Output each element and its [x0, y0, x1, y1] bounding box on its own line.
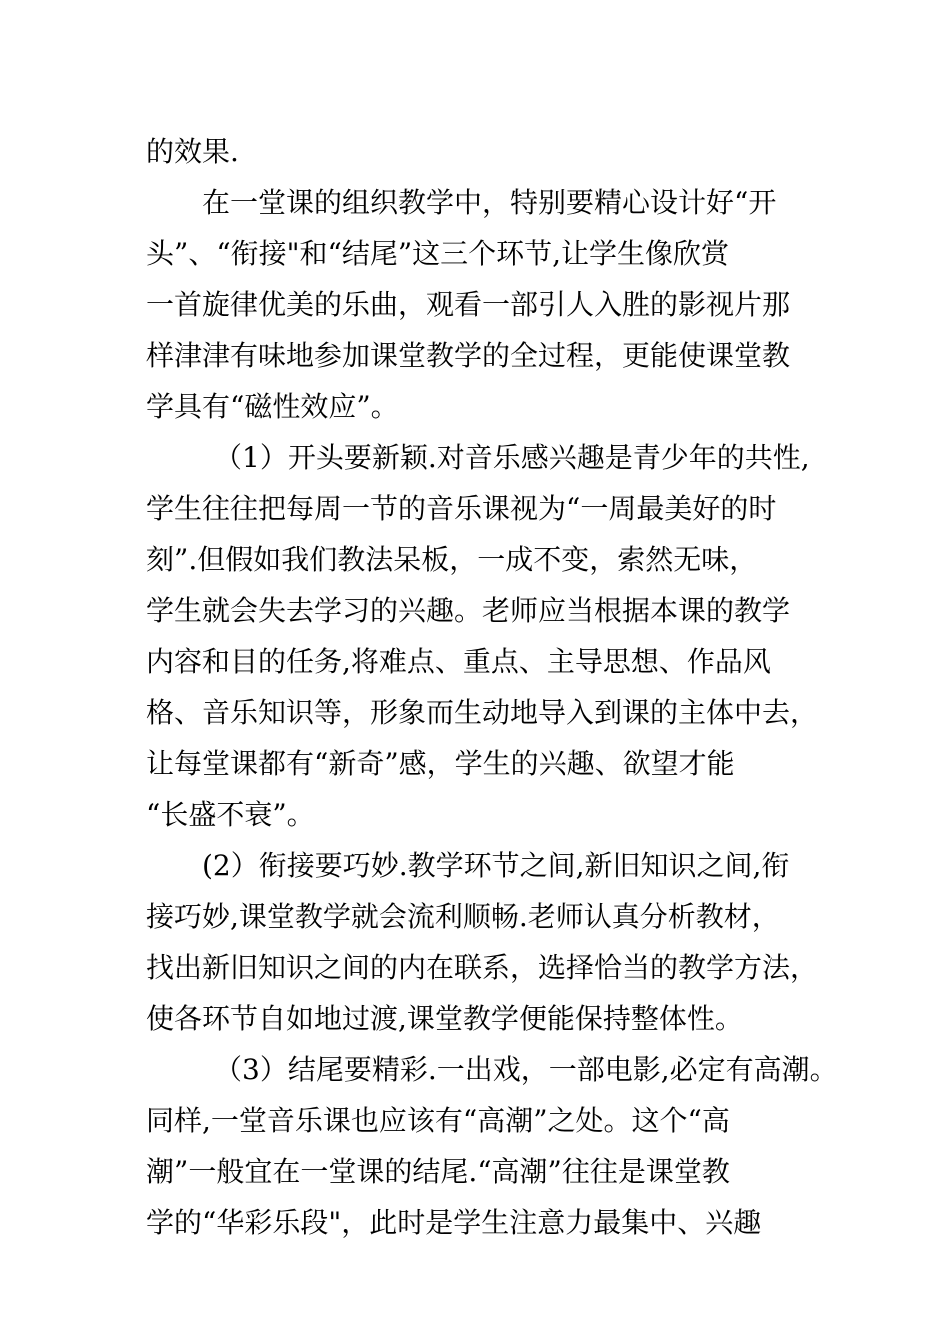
paragraph-first-line: (2）衔接要巧妙.教学环节之间,新旧知识之间,衔: [202, 849, 790, 882]
text-line: 学的“华彩乐段"，此时是学生注意力最集中、兴趣: [146, 1206, 762, 1239]
text-line: 同样,一堂音乐课也应该有“高潮”之处。这个“高: [146, 1104, 730, 1137]
text-line: 潮”一般宜在一堂课的结尾.“高潮”往往是课堂教: [146, 1155, 730, 1188]
text-line: 一首旋律优美的乐曲，观看一部引人入胜的影视片那: [146, 288, 791, 321]
text-line: 学生就会失去学习的兴趣。老师应当根据本课的教学: [146, 594, 791, 627]
text-line: “长盛不衰”。: [146, 798, 315, 831]
body-text: [146, 126, 836, 1248]
text-line: 学具有“磁性效应”。: [146, 390, 399, 423]
text-line: 样津津有味地参加课堂教学的全过程，更能使课堂教: [146, 339, 791, 372]
text-line: 格、音乐知识等，形象而生动地导入到课的主体中去，: [146, 696, 819, 729]
text-line: 使各环节自如地过渡,课堂教学便能保持整体性。: [146, 1002, 743, 1035]
text-line: 接巧妙,课堂教学就会流利顺畅.老师认真分析教材，: [146, 900, 780, 933]
paragraph-first-line: （1）开头要新颖.对音乐感兴趣是青少年的共性,: [214, 441, 810, 474]
text-line: 学生往往把每周一节的音乐课视为“一周最美好的时: [146, 492, 777, 525]
paragraph-first-line: （3）结尾要精彩.一出戏，一部电影,必定有高潮。: [214, 1053, 838, 1086]
text-line: 头”、“衔接"和“结尾”这三个环节,让学生像欣赏: [146, 237, 730, 270]
text-line: 让每堂课都有“新奇”感，学生的兴趣、欲望才能: [146, 747, 735, 780]
text-line: 刻”.但假如我们教法呆板，一成不变，索然无味，: [146, 543, 758, 576]
text-line: 找出新旧知识之间的内在联系，选择恰当的教学方法，: [146, 951, 819, 984]
paragraph-first-line: 在一堂课的组织教学中，特别要精心设计好“开: [202, 186, 777, 219]
text-line: 的效果.: [146, 135, 239, 168]
text-line: 内容和目的任务,将难点、重点、主导思想、作品风: [146, 645, 771, 678]
